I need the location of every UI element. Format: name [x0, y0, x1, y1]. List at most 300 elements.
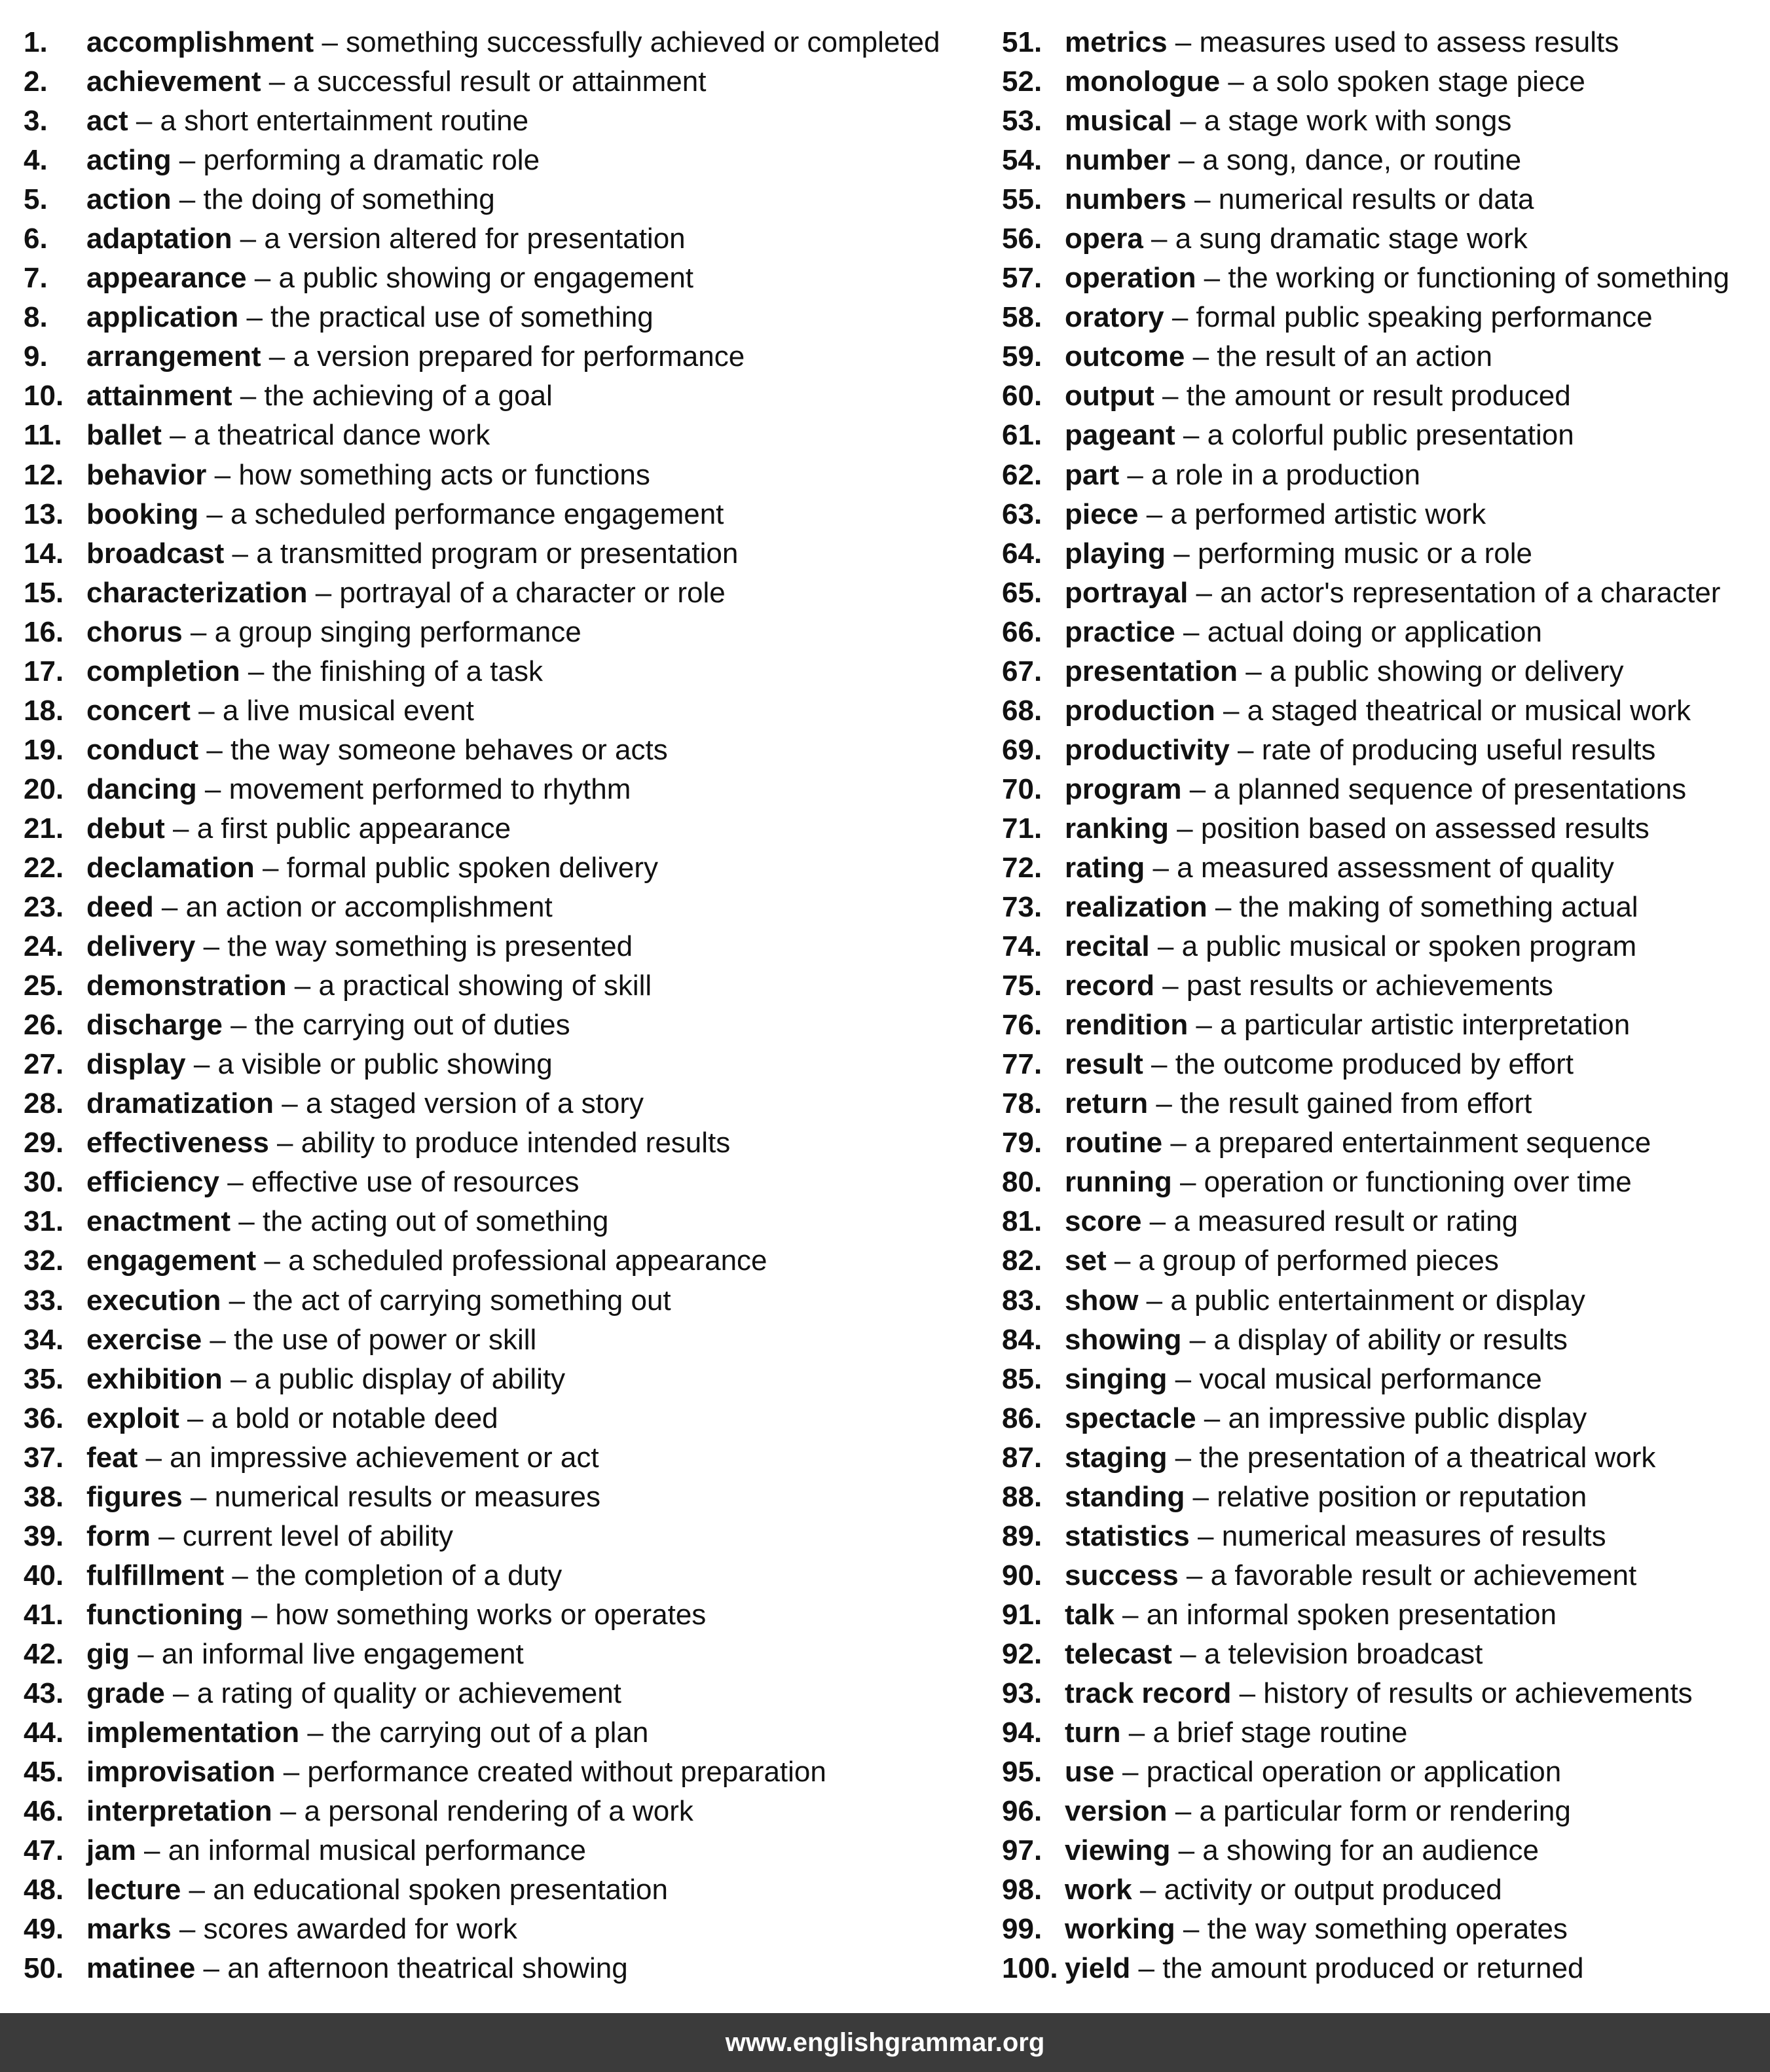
entry-separator: – — [136, 1834, 168, 1867]
entry-separator: – — [153, 891, 186, 924]
entry-number: 64. — [1002, 537, 1042, 570]
entry-number: 70. — [1002, 772, 1042, 805]
entry-number: 3. — [24, 105, 48, 137]
entry-number: 76. — [1002, 1009, 1042, 1042]
entry-term: improvisation — [86, 1756, 276, 1789]
entry-number: 42. — [24, 1637, 64, 1670]
entry-number: 57. — [1002, 262, 1042, 295]
entry-separator: – — [1167, 1362, 1200, 1395]
entry-number: 73. — [1002, 891, 1042, 924]
list-item — [1002, 809, 1761, 848]
list-item — [1002, 1635, 1761, 1674]
entry-term: rendition — [1065, 1009, 1189, 1042]
list-item — [24, 1006, 986, 1045]
entry-term: result — [1065, 1048, 1143, 1081]
list-item — [24, 731, 986, 770]
entry-separator: – — [1171, 1637, 1204, 1670]
word-list-left-column — [24, 23, 986, 1988]
list-item — [1002, 1045, 1761, 1084]
entry-term: oratory — [1065, 301, 1164, 334]
entry-definition: the making of something actual — [1239, 891, 1638, 924]
list-item — [1002, 180, 1761, 219]
entry-number: 95. — [1002, 1756, 1042, 1789]
entry-separator: – — [195, 1952, 228, 1985]
entry-term: adaptation — [86, 223, 232, 255]
entry-term: running — [1065, 1166, 1172, 1199]
entry-number: 36. — [24, 1402, 64, 1434]
entry-separator: – — [1138, 1284, 1171, 1317]
entry-separator: – — [268, 1127, 301, 1159]
entry-number: 16. — [24, 615, 64, 648]
entry-separator: – — [1196, 1402, 1228, 1434]
entry-term: act — [86, 105, 128, 137]
entry-number: 93. — [1002, 1677, 1042, 1709]
entry-term: efficiency — [86, 1166, 219, 1199]
entry-definition: the practical use of something — [270, 301, 654, 334]
entry-term: opera — [1065, 223, 1143, 255]
entry-definition: a scheduled performance engagement — [230, 498, 724, 530]
entry-number: 60. — [1002, 380, 1042, 412]
entry-number: 53. — [1002, 105, 1042, 137]
list-item — [1002, 1792, 1761, 1831]
list-item — [1002, 1399, 1761, 1438]
entry-separator: – — [206, 458, 239, 491]
entry-separator: – — [179, 1402, 212, 1434]
entry-definition: the carrying out of a plan — [331, 1717, 649, 1749]
entry-term: dancing — [86, 772, 197, 805]
entry-term: practice — [1065, 615, 1175, 648]
entry-term: talk — [1065, 1598, 1115, 1631]
entry-separator: – — [1189, 1519, 1222, 1552]
entry-number: 59. — [1002, 340, 1042, 373]
entry-term: staging — [1065, 1441, 1168, 1474]
entry-separator: – — [246, 262, 279, 295]
entry-separator: – — [195, 930, 228, 963]
entry-number: 27. — [24, 1048, 64, 1081]
list-item — [1002, 495, 1761, 534]
entry-definition: a brief stage routine — [1152, 1717, 1408, 1749]
entry-number: 51. — [1002, 26, 1042, 58]
entry-definition: something successfully achieved or completed — [346, 26, 940, 58]
entry-definition: the way someone behaves or acts — [230, 733, 668, 766]
entry-definition: a rating of quality or achievement — [196, 1677, 621, 1709]
entry-term: feat — [86, 1441, 138, 1474]
entry-number: 34. — [24, 1323, 64, 1356]
entry-definition: ability to produce intended results — [301, 1127, 731, 1159]
entry-definition: activity or output produced — [1164, 1874, 1502, 1906]
entry-term: chorus — [86, 615, 183, 648]
entry-term: ranking — [1065, 812, 1169, 845]
entry-term: achievement — [86, 65, 261, 98]
entry-term: booking — [86, 498, 199, 530]
entry-separator: – — [1181, 772, 1214, 805]
entry-definition: a successful result or attainment — [293, 65, 707, 98]
entry-definition: performing music or a role — [1197, 537, 1533, 570]
entry-term: realization — [1065, 891, 1208, 924]
entry-definition: scores awarded for work — [203, 1913, 517, 1946]
list-item — [24, 259, 986, 298]
entry-number: 28. — [24, 1087, 64, 1120]
list-item — [24, 298, 986, 337]
entry-definition: the finishing of a task — [272, 655, 543, 687]
entry-definition: an informal musical performance — [168, 1834, 587, 1867]
entry-term: action — [86, 183, 172, 216]
entry-definition: an educational spoken presentation — [213, 1874, 668, 1906]
entry-number: 37. — [24, 1441, 64, 1474]
entry-definition: the acting out of something — [263, 1205, 609, 1238]
entry-number: 69. — [1002, 733, 1042, 766]
entry-number: 50. — [24, 1952, 64, 1985]
list-item — [24, 1517, 986, 1556]
entry-number: 8. — [24, 301, 48, 334]
list-item — [24, 1202, 986, 1241]
entry-separator: – — [1154, 970, 1187, 1002]
list-item — [1002, 62, 1761, 101]
entry-number: 63. — [1002, 498, 1042, 530]
entry-definition: performing a dramatic role — [203, 144, 540, 177]
entry-separator: – — [1175, 419, 1208, 452]
entry-term: characterization — [86, 576, 308, 609]
entry-number: 40. — [24, 1559, 64, 1591]
entry-definition: a public showing or engagement — [278, 262, 694, 295]
entry-definition: the act of carrying something out — [253, 1284, 671, 1317]
entry-separator: – — [240, 655, 272, 687]
entry-separator: – — [1168, 812, 1201, 845]
entry-separator: – — [1145, 851, 1177, 884]
entry-separator: – — [232, 223, 265, 255]
entry-number: 12. — [24, 458, 64, 491]
entry-term: musical — [1065, 105, 1172, 137]
entry-number: 29. — [24, 1127, 64, 1159]
entry-definition: a transmitted program or presentation — [256, 537, 739, 570]
entry-number: 88. — [1002, 1480, 1042, 1513]
entry-definition: a theatrical dance work — [193, 419, 490, 452]
entry-number: 71. — [1002, 812, 1042, 845]
list-item — [1002, 1163, 1761, 1202]
entry-definition: a version prepared for performance — [293, 340, 745, 373]
entry-separator: – — [164, 812, 197, 845]
entry-definition: a public musical or spoken program — [1181, 930, 1637, 963]
list-item — [1002, 888, 1761, 927]
entry-number: 22. — [24, 851, 64, 884]
list-item — [1002, 1556, 1761, 1595]
entry-term: numbers — [1065, 183, 1187, 216]
entry-number: 32. — [24, 1245, 64, 1277]
entry-term: use — [1065, 1756, 1115, 1789]
entry-number: 75. — [1002, 970, 1042, 1002]
entry-term: interpretation — [86, 1795, 272, 1828]
entry-number: 11. — [24, 419, 62, 452]
entry-term: showing — [1065, 1323, 1182, 1356]
entry-definition: position based on assessed results — [1200, 812, 1650, 845]
entry-number: 15. — [24, 576, 64, 609]
entry-separator: – — [1178, 1559, 1211, 1591]
entry-definition: a showing for an audience — [1202, 1834, 1539, 1867]
list-item — [24, 337, 986, 376]
list-item — [1002, 731, 1761, 770]
entry-term: playing — [1065, 537, 1166, 570]
entry-definition: the outcome produced by effort — [1175, 1048, 1574, 1081]
entry-number: 98. — [1002, 1874, 1042, 1906]
list-item — [24, 613, 986, 652]
entry-number: 58. — [1002, 301, 1042, 334]
entry-separator: – — [1185, 340, 1217, 373]
list-item — [1002, 1478, 1761, 1517]
entry-definition: a stage work with songs — [1204, 105, 1512, 137]
entry-separator: – — [299, 1717, 332, 1749]
entry-term: behavior — [86, 458, 207, 491]
entry-separator: – — [1143, 1048, 1175, 1081]
entry-number: 6. — [24, 223, 48, 255]
list-item — [1002, 1595, 1761, 1635]
entry-number: 13. — [24, 498, 64, 530]
entry-number: 45. — [24, 1756, 64, 1789]
entry-separator: – — [198, 498, 231, 530]
list-item — [1002, 259, 1761, 298]
entry-separator: – — [1130, 1952, 1163, 1985]
entry-term: number — [1065, 144, 1171, 177]
entry-definition: a scheduled professional appearance — [288, 1245, 767, 1277]
entry-term: discharge — [86, 1009, 223, 1042]
entry-definition: movement performed to rhythm — [229, 772, 631, 805]
entry-number: 80. — [1002, 1166, 1042, 1199]
list-item — [1002, 613, 1761, 652]
entry-separator: – — [1167, 26, 1200, 58]
list-item — [1002, 376, 1761, 416]
entry-separator: – — [202, 1323, 234, 1356]
entry-term: display — [86, 1048, 186, 1081]
entry-term: turn — [1065, 1717, 1121, 1749]
list-item — [24, 456, 986, 495]
entry-separator: – — [1196, 262, 1228, 295]
entry-definition: a short entertainment routine — [160, 105, 529, 137]
list-item — [24, 23, 986, 62]
list-item — [24, 1281, 986, 1320]
footer-bar — [0, 2013, 1770, 2072]
list-item — [24, 1123, 986, 1163]
entry-separator: – — [1167, 1441, 1200, 1474]
entry-separator: – — [1185, 1480, 1217, 1513]
entry-separator: – — [198, 733, 231, 766]
list-item — [1002, 1084, 1761, 1123]
entry-term: debut — [86, 812, 165, 845]
entry-definition: a group singing performance — [214, 615, 581, 648]
entry-definition: formal public spoken delivery — [286, 851, 659, 884]
entry-term: working — [1065, 1913, 1175, 1946]
entry-number: 24. — [24, 930, 64, 963]
list-item — [24, 219, 986, 259]
entry-separator: – — [1175, 615, 1208, 648]
entry-number: 19. — [24, 733, 64, 766]
entry-number: 41. — [24, 1598, 64, 1631]
list-item — [1002, 534, 1761, 573]
entry-number: 84. — [1002, 1323, 1042, 1356]
entry-term: standing — [1065, 1480, 1185, 1513]
entry-separator: – — [1141, 1205, 1174, 1238]
list-item — [24, 376, 986, 416]
entry-definition: numerical results or data — [1218, 183, 1534, 216]
entry-number: 56. — [1002, 223, 1042, 255]
entry-number: 4. — [24, 144, 48, 177]
entry-separator: – — [1188, 1009, 1221, 1042]
entry-definition: a group of performed pieces — [1138, 1245, 1499, 1277]
entry-number: 68. — [1002, 694, 1042, 727]
entry-separator: – — [1175, 1913, 1208, 1946]
list-item — [1002, 101, 1761, 141]
entry-definition: a display of ability or results — [1213, 1323, 1568, 1356]
entry-number: 39. — [24, 1519, 64, 1552]
entry-definition: a personal rendering of a work — [304, 1795, 693, 1828]
list-item — [1002, 1831, 1761, 1870]
entry-definition: relative position or reputation — [1217, 1480, 1587, 1513]
list-item — [1002, 23, 1761, 62]
list-item — [1002, 1006, 1761, 1045]
entry-separator: – — [1167, 1795, 1200, 1828]
entry-term: score — [1065, 1205, 1142, 1238]
list-item — [1002, 1438, 1761, 1478]
entry-definition: the way something operates — [1207, 1913, 1568, 1946]
entry-definition: actual doing or application — [1207, 615, 1542, 648]
list-item — [1002, 141, 1761, 180]
entry-term: marks — [86, 1913, 172, 1946]
entry-separator: – — [1114, 1598, 1147, 1631]
entry-term: singing — [1065, 1362, 1168, 1395]
list-item — [1002, 416, 1761, 455]
entry-separator: – — [1170, 1834, 1203, 1867]
list-item — [1002, 966, 1761, 1006]
entry-separator: – — [164, 1677, 197, 1709]
entry-definition: the way something is presented — [227, 930, 633, 963]
entry-definition: a measured assessment of quality — [1177, 851, 1614, 884]
list-item — [24, 1360, 986, 1399]
entry-definition: the completion of a duty — [256, 1559, 562, 1591]
list-item — [24, 1399, 986, 1438]
entry-definition: practical operation or application — [1146, 1756, 1562, 1789]
entry-term: piece — [1065, 498, 1139, 530]
entry-term: lecture — [86, 1874, 181, 1906]
entry-number: 87. — [1002, 1441, 1042, 1474]
entry-term: accomplishment — [86, 26, 314, 58]
entry-separator: – — [224, 1559, 257, 1591]
entry-separator: – — [128, 105, 160, 137]
entry-term: jam — [86, 1834, 136, 1867]
list-item — [24, 770, 986, 809]
entry-separator: – — [171, 144, 204, 177]
entry-number: 17. — [24, 655, 64, 687]
list-item — [1002, 1123, 1761, 1163]
entry-separator: – — [222, 1362, 255, 1395]
word-list-right-column — [1002, 23, 1761, 1988]
entry-number: 14. — [24, 537, 64, 570]
entry-number: 92. — [1002, 1637, 1042, 1670]
list-item — [24, 1556, 986, 1595]
entry-term: grade — [86, 1677, 165, 1709]
entry-separator: – — [256, 1245, 289, 1277]
entry-term: spectacle — [1065, 1402, 1196, 1434]
entry-term: exhibition — [86, 1362, 223, 1395]
entry-number: 33. — [24, 1284, 64, 1317]
entry-term: recital — [1065, 930, 1150, 963]
list-item — [1002, 1360, 1761, 1399]
entry-definition: an informal live engagement — [161, 1637, 524, 1670]
entry-separator: – — [171, 1913, 204, 1946]
entry-number: 74. — [1002, 930, 1042, 963]
entry-term: dramatization — [86, 1087, 274, 1120]
entry-term: productivity — [1065, 733, 1230, 766]
entry-term: monologue — [1065, 65, 1221, 98]
list-item — [24, 1792, 986, 1831]
entry-term: success — [1065, 1559, 1179, 1591]
entry-term: work — [1065, 1874, 1132, 1906]
entry-definition: a first public appearance — [196, 812, 511, 845]
entry-definition: a solo spoken stage piece — [1252, 65, 1585, 98]
entry-number: 94. — [1002, 1717, 1042, 1749]
entry-number: 72. — [1002, 851, 1042, 884]
entry-number: 47. — [24, 1834, 64, 1867]
entry-separator: – — [1215, 694, 1247, 727]
entry-definition: the result of an action — [1217, 340, 1492, 373]
list-item — [1002, 1281, 1761, 1320]
entry-definition: a version altered for presentation — [264, 223, 686, 255]
entry-separator: – — [182, 615, 215, 648]
entry-separator: – — [182, 1480, 215, 1513]
list-item — [24, 180, 986, 219]
list-item — [1002, 456, 1761, 495]
entry-term: appearance — [86, 262, 247, 295]
entry-number: 23. — [24, 891, 64, 924]
entry-number: 2. — [24, 65, 48, 98]
entry-definition: a favorable result or achievement — [1210, 1559, 1637, 1591]
entry-number: 35. — [24, 1362, 64, 1395]
entry-number: 91. — [1002, 1598, 1042, 1631]
entry-term: presentation — [1065, 655, 1238, 687]
entry-term: gig — [86, 1637, 130, 1670]
entry-term: routine — [1065, 1127, 1163, 1159]
entry-term: form — [86, 1519, 151, 1552]
entry-separator: – — [1181, 1323, 1214, 1356]
entry-number: 20. — [24, 772, 64, 805]
entry-separator: – — [307, 576, 340, 609]
list-item — [24, 495, 986, 534]
entry-number: 86. — [1002, 1402, 1042, 1434]
entry-definition: vocal musical performance — [1199, 1362, 1542, 1395]
list-item — [24, 534, 986, 573]
entry-separator: – — [1171, 1166, 1204, 1199]
list-item — [24, 573, 986, 613]
list-item — [1002, 848, 1761, 888]
entry-definition: a staged version of a story — [305, 1087, 644, 1120]
entry-definition: the presentation of a theatrical work — [1199, 1441, 1656, 1474]
entry-term: portrayal — [1065, 576, 1189, 609]
entry-number: 9. — [24, 340, 48, 373]
entry-definition: a particular form or rendering — [1199, 1795, 1571, 1828]
entry-number: 83. — [1002, 1284, 1042, 1317]
entry-definition: operation or functioning over time — [1204, 1166, 1632, 1199]
list-item — [24, 1241, 986, 1281]
entry-definition: effective use of resources — [251, 1166, 580, 1199]
entry-term: deed — [86, 891, 154, 924]
entry-number: 55. — [1002, 183, 1042, 216]
entry-number: 96. — [1002, 1795, 1042, 1828]
entry-term: program — [1065, 772, 1182, 805]
entry-number: 18. — [24, 694, 64, 727]
entry-definition: the working or functioning of something — [1228, 262, 1729, 295]
entry-term: outcome — [1065, 340, 1185, 373]
entry-term: arrangement — [86, 340, 261, 373]
entry-definition: a public entertainment or display — [1170, 1284, 1585, 1317]
entry-separator: – — [129, 1637, 162, 1670]
list-item — [24, 848, 986, 888]
